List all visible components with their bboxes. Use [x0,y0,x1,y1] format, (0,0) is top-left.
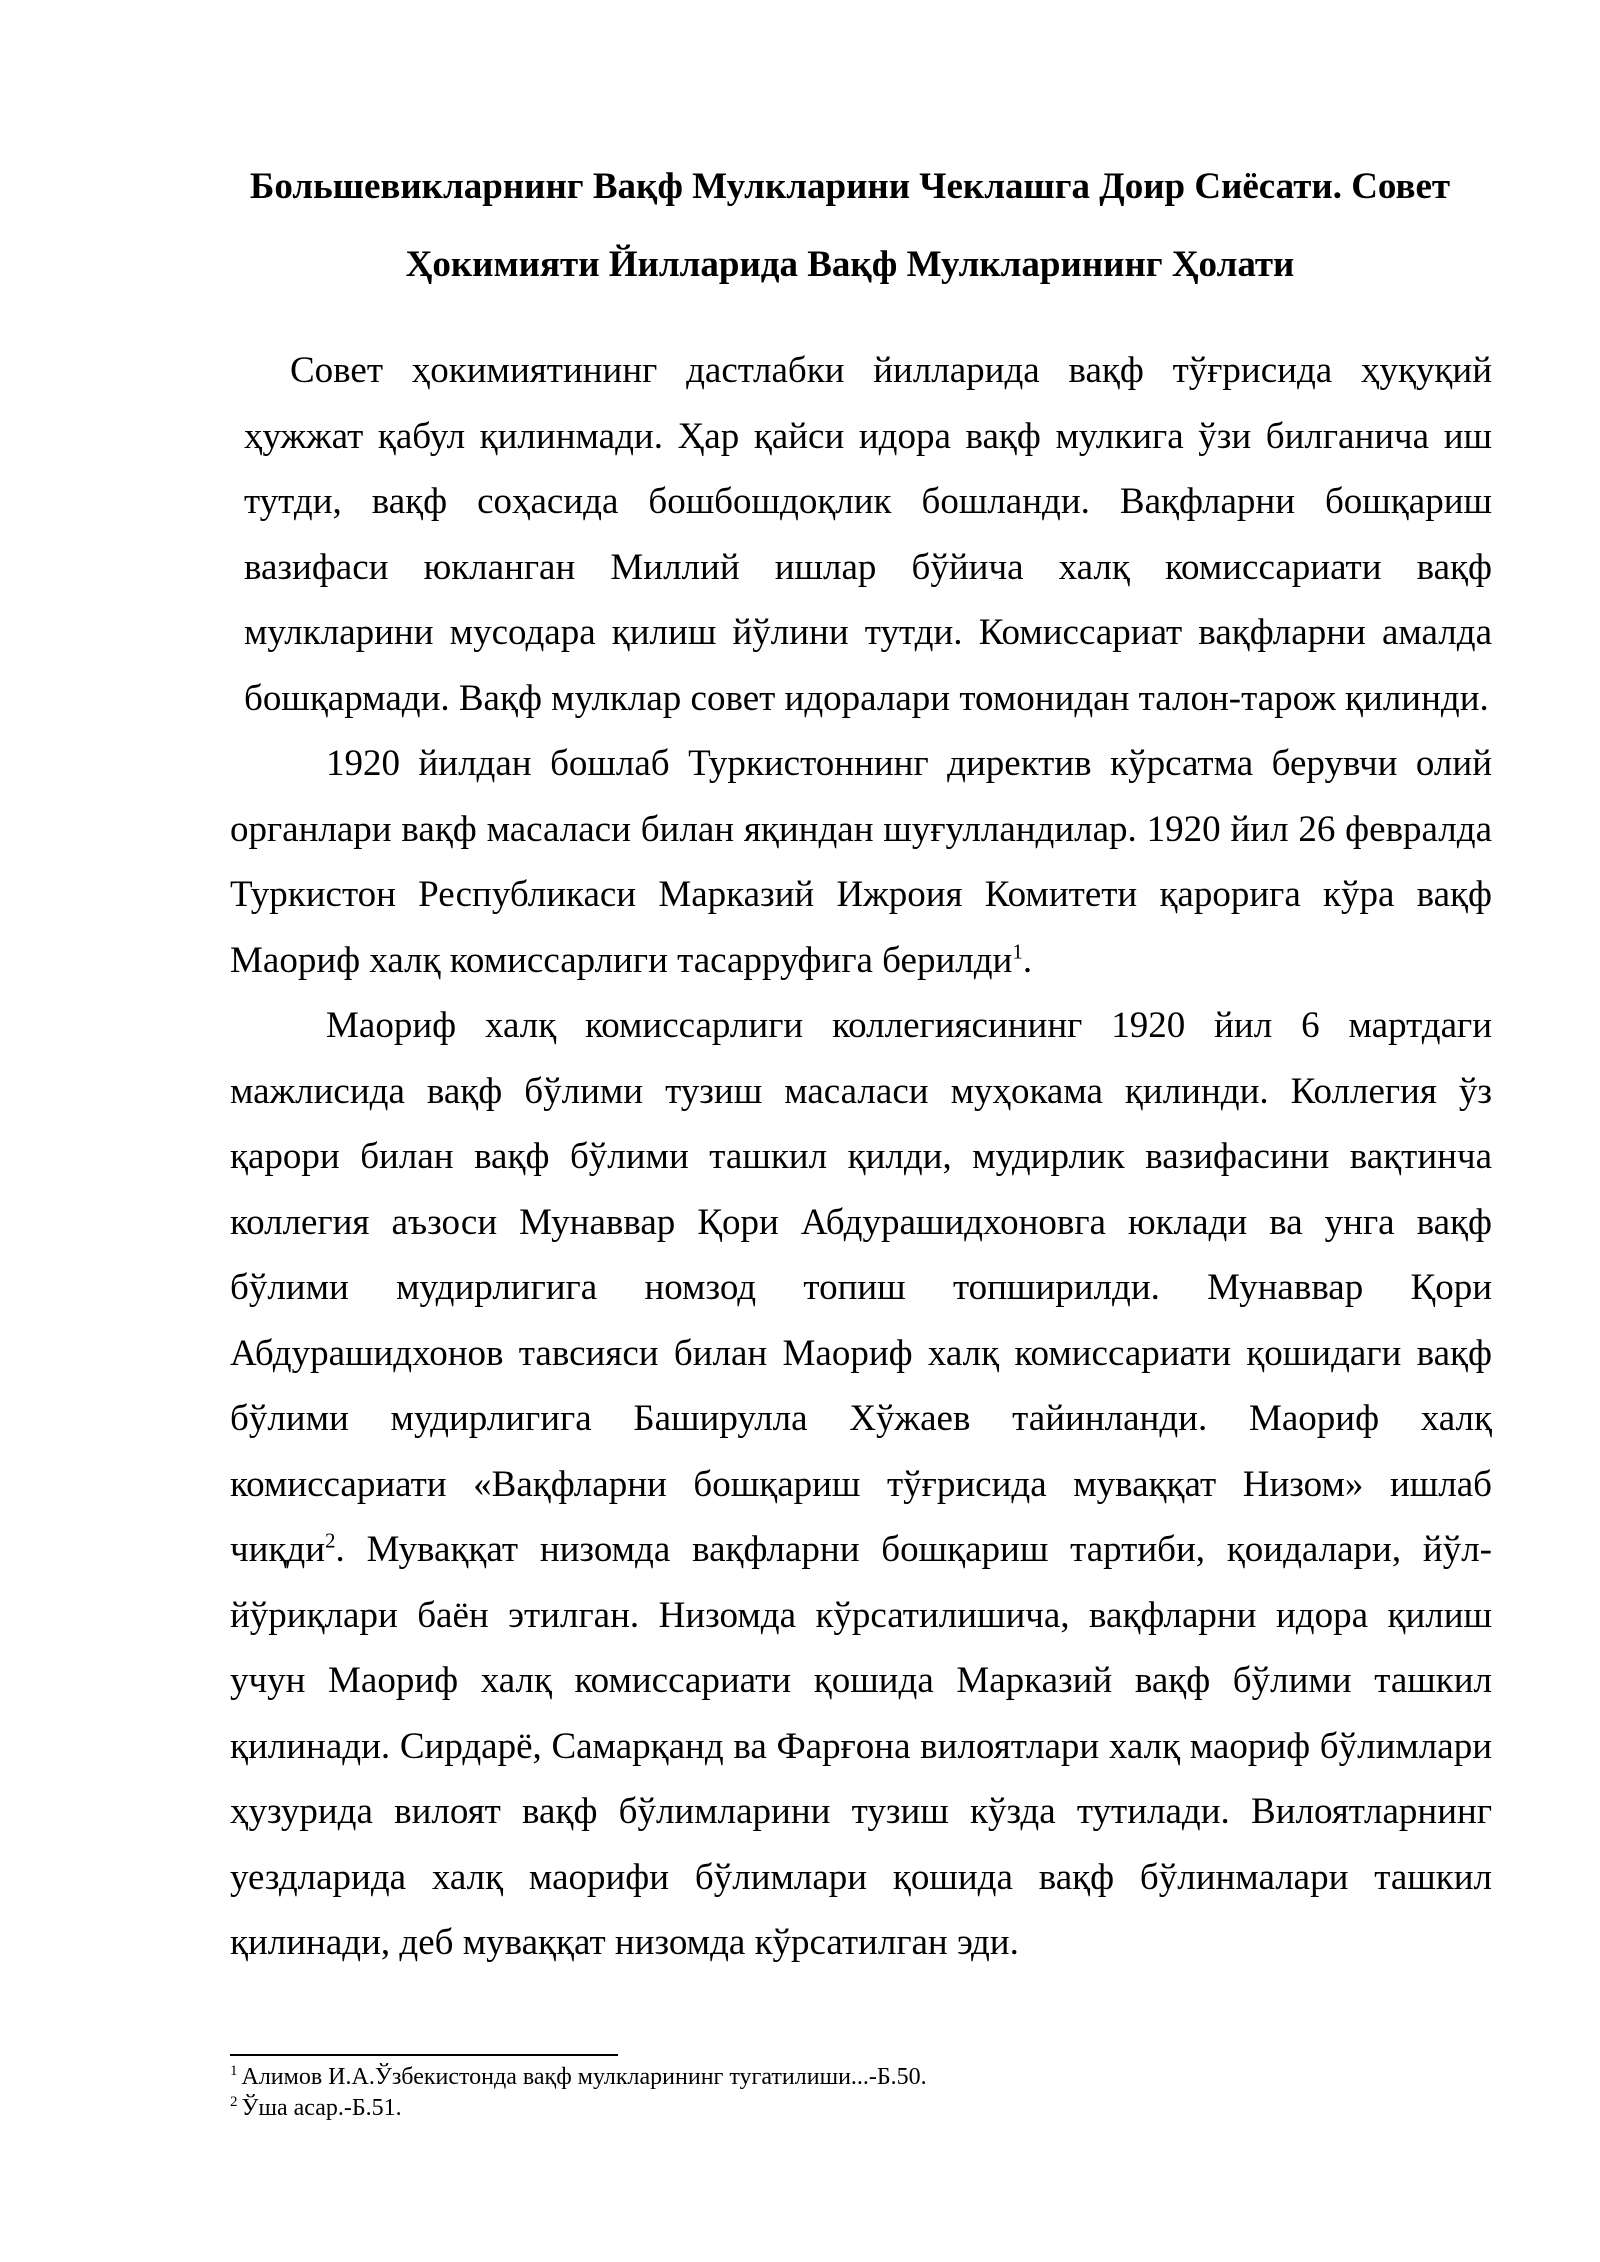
paragraph-3-text: Маориф халқ комиссарлиги коллегиясининг 1920 йил 6 мартдаги мажлисида вақф бўлими тузиш масаласи муҳокама қилинди. Коллегия ўз қарори билан вақф бўлими ташкил қилди, мудирлик вазифасини вақтинча коллегия аъзоси Мунаввар Қори Абдурашидхоновга юклади ва унга вақф бўлими мудирлигига номзод топиш топширилди. Мунаввар Қори Абдурашидхонов тавсияси билан Маориф халқ комиссариати қошидаги вақф бўлими мудирлигига Баширулла Хўжаев тайинланди. Маориф халқ комиссариати «Вақфларни бошқариш тўғрисида муваққат Низом» ишлаб чиқди [230,1005,1492,1570]
paragraph-3 [230,993,1492,1976]
document-title [200,148,1500,304]
footnote-2-mark: 2 [230,2094,238,2110]
title-line-1: Большевикларнинг Вақф Мулкларини Чеклашга Доир Сиёсати. Совет [249,166,1451,207]
footnotes [230,2062,1492,2124]
footnote-reference-2[interactable]: 2 [325,1528,336,1553]
footnote-1-text: Алимов И.А.Ўзбекистонда вақф мулкларининг тугатилиши...-Б.50. [241,2064,927,2090]
document-body [230,338,1492,1976]
paragraph-2 [230,731,1492,993]
title-line-2: Ҳокимияти Йилларида Вақф Мулкларининг Ҳолати [405,244,1295,285]
paragraph-3-tail: . Муваққат низомда вақфларни бошқариш тартиби, қоидалари, йўл-йўриқлари баён этилган. Низомда кўрсатилишича, вақфларни идора қилиш учун Маориф халқ комиссариати қошида Марказий вақф бўлими ташкил қилинади. Сирдарё, Самарқанд ва Фарғона вилоятлари халқ маориф бўлимлари ҳузурида вилоят вақф бўлимларини тузиш кўзда тутилади. Вилоятларнинг уездларида халқ маорифи бўлимлари қошида вақф бўлинмалари ташкил қилинади, деб муваққат низомда кўрсатилган эди. [230,1529,1492,1963]
footnote-2-text: Ўша асар.-Б.51. [241,2095,402,2121]
paragraph-2-text: 1920 йилдан бошлаб Туркистоннинг директив кўрсатма берувчи олий органлари вақф масаласи билан яқиндан шуғулландилар. 1920 йил 26 февралда Туркистон Республикаси Марказий Ижроия Комитети қарорига кўра вақф Маориф халқ комиссарлиги тасарруфига берилди [230,743,1492,981]
paragraph-1-text: Совет ҳокимиятининг дастлабки йилларида вақф тўғрисида ҳуқуқий ҳужжат қабул қилинмади. Ҳар қайси идора вақф мулкига ўзи билганича иш тутди, вақф соҳасида бошбошдоқлик бошланди. Вақфларни бошқариш вазифаси юкланган Миллий ишлар бўйича халқ комиссариати вақф мулкларини мусодара қилиш йўлини тутди. Комиссариат вақфларни амалда бошқармади. Вақф мулклар совет идоралари томонидан талон-тарож қилинди. [244,350,1492,719]
footnote-2 [230,2093,1492,2124]
paragraph-2-tail: . [1022,939,1033,981]
footnote-1-mark: 1 [230,2063,238,2079]
footnote-separator [230,2054,618,2056]
footnote-1 [230,2062,1492,2093]
paragraph-1 [230,338,1492,731]
footnote-reference-1[interactable]: 1 [1012,939,1023,964]
